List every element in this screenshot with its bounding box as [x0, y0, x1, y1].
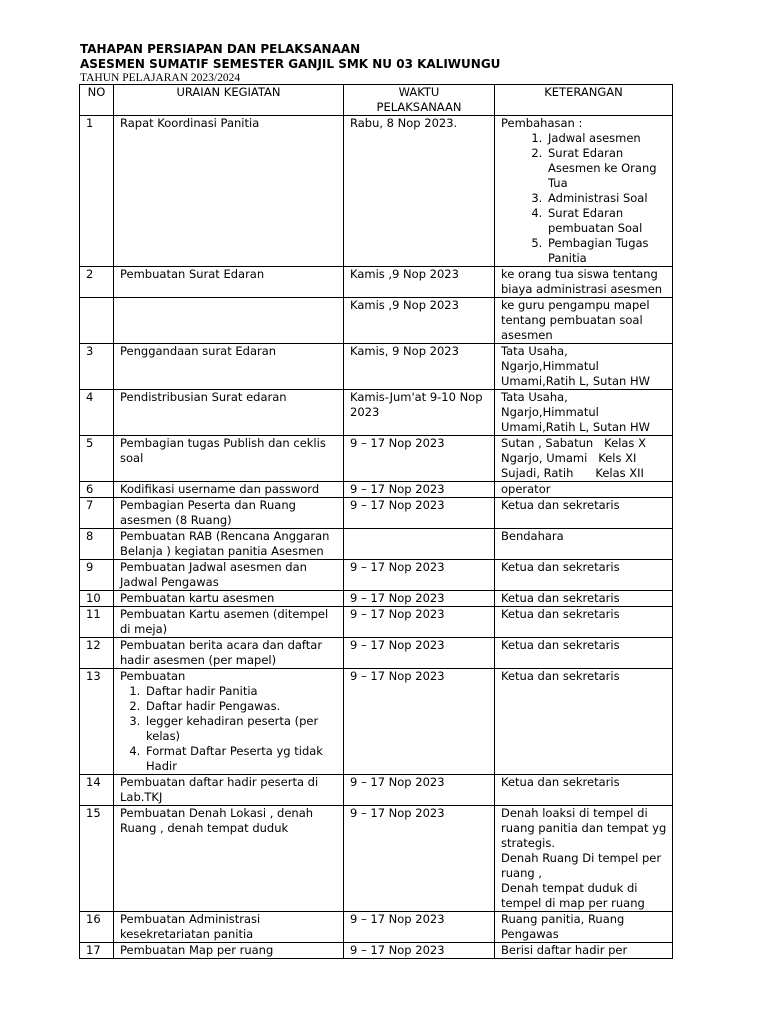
heading-subtitle: ASESMEN SUMATIF SEMESTER GANJIL SMK NU 03 KALIWUNGU: [80, 57, 501, 71]
col-header-uraian: URAIAN KEGIATAN: [114, 85, 344, 116]
table-row: [80, 344, 673, 390]
row-number: 11: [80, 607, 114, 638]
row-number: 16: [80, 912, 114, 943]
row-number: 7: [80, 498, 114, 529]
schedule-date: 9 – 17 Nop 2023: [344, 482, 495, 498]
notes-cell: operator: [495, 482, 673, 498]
row-number: 12: [80, 638, 114, 669]
notes-list: [501, 131, 669, 266]
schedule-date: 9 – 17 Nop 2023: [344, 607, 495, 638]
schedule-date: 9 – 17 Nop 2023: [344, 436, 495, 482]
notes-cell: Ruang panitia, Ruang Pengawas: [495, 912, 673, 943]
row-number: 6: [80, 482, 114, 498]
table-row: [80, 806, 673, 912]
row-number: 4: [80, 390, 114, 436]
activity-cell: Pendistribusian Surat edaran: [114, 390, 344, 436]
schedule-date: Kamis ,9 Nop 2023: [344, 298, 495, 344]
notes-cell: Ketua dan sekretaris: [495, 775, 673, 806]
row-number: 14: [80, 775, 114, 806]
notes-cell: Ketua dan sekretaris: [495, 607, 673, 638]
table-row: [80, 390, 673, 436]
notes-line: Sutan , Sabatun Kelas X: [501, 436, 646, 450]
activity-cell: [114, 298, 344, 344]
table-row: [80, 638, 673, 669]
col-header-waktu-line1: WAKTU: [398, 85, 440, 99]
row-number: 17: [80, 943, 114, 959]
row-number: 2: [80, 267, 114, 298]
notes-cell: Ketua dan sekretaris: [495, 591, 673, 607]
table-row: [80, 943, 673, 959]
activity-subitem: 3. legger kehadiran peserta (per kelas): [144, 714, 340, 744]
notes-line: Denah loaksi di tempel di ruang panitia dan tempat yg strategis.: [501, 806, 667, 850]
row-number: 9: [80, 560, 114, 591]
notes-list-item: 2. Surat Edaran Asesmen ke Orang Tua: [546, 146, 669, 191]
activity-cell: [114, 669, 344, 775]
col-header-waktu: [344, 85, 495, 116]
row-number: 13: [80, 669, 114, 775]
notes-text: Pembahasan :: [501, 116, 583, 130]
activity-cell: Pembuatan berita acara dan daftar hadir asesmen (per mapel): [114, 638, 344, 669]
schedule-date: 9 – 17 Nop 2023: [344, 498, 495, 529]
schedule-date: 9 – 17 Nop 2023: [344, 669, 495, 775]
schedule-date: 9 – 17 Nop 2023: [344, 806, 495, 912]
notes-cell: [495, 806, 673, 912]
notes-line: Denah Ruang Di tempel per ruang ,: [501, 851, 662, 880]
row-number: 5: [80, 436, 114, 482]
notes-list-item: 4. Surat Edaran pembuatan Soal: [546, 206, 669, 236]
schedule-date: Kamis, 9 Nop 2023: [344, 344, 495, 390]
col-header-waktu-line2: PELAKSANAAN: [376, 100, 462, 114]
schedule-date: Rabu, 8 Nop 2023.: [344, 116, 495, 267]
notes-cell: ke orang tua siswa tentang biaya administrasi asesmen: [495, 267, 673, 298]
activity-cell: Pembagian tugas Publish dan ceklis soal: [114, 436, 344, 482]
activity-cell: Pembuatan Kartu asemen (ditempel di meja): [114, 607, 344, 638]
activity-sublist: [120, 684, 340, 774]
table-row: [80, 436, 673, 482]
notes-line: Ngarjo, Umami Kels XI: [501, 451, 637, 465]
table-row: [80, 591, 673, 607]
table-row: [80, 298, 673, 344]
notes-cell: Ketua dan sekretaris: [495, 498, 673, 529]
col-header-keterangan: KETERANGAN: [495, 85, 673, 116]
table-header-row: [80, 85, 673, 116]
activity-cell: Pembuatan kartu asesmen: [114, 591, 344, 607]
activity-subitem: 2. Daftar hadir Pengawas.: [144, 699, 340, 714]
table-row: [80, 498, 673, 529]
activity-cell: Rapat Koordinasi Panitia: [114, 116, 344, 267]
notes-list-item: 3. Administrasi Soal: [546, 191, 669, 206]
notes-cell: ke guru pengampu mapel tentang pembuatan soal asesmen: [495, 298, 673, 344]
activity-subitem: 1. Daftar hadir Panitia: [144, 684, 340, 699]
activity-cell: Kodifikasi username dan password: [114, 482, 344, 498]
notes-cell: Berisi daftar hadir per: [495, 943, 673, 959]
table-row: [80, 607, 673, 638]
activity-cell: Pembuatan RAB (Rencana Anggaran Belanja ) kegiatan panitia Asesmen: [114, 529, 344, 560]
activity-cell: Pembagian Peserta dan Ruang asesmen (8 Ruang): [114, 498, 344, 529]
row-number: 15: [80, 806, 114, 912]
table-row: [80, 267, 673, 298]
table-row: [80, 775, 673, 806]
table-row: [80, 482, 673, 498]
activity-cell: Pembuatan Jadwal asesmen dan Jadwal Pengawas: [114, 560, 344, 591]
document-heading: [80, 42, 500, 84]
notes-list-item: 1. Jadwal asesmen: [546, 131, 669, 146]
schedule-date: 9 – 17 Nop 2023: [344, 591, 495, 607]
schedule-date: 9 – 17 Nop 2023: [344, 560, 495, 591]
notes-line: Denah tempat duduk di tempel di map per ruang: [501, 881, 645, 910]
row-number: [80, 298, 114, 344]
schedule-date: 9 – 17 Nop 2023: [344, 912, 495, 943]
activity-cell: Pembuatan Map per ruang: [114, 943, 344, 959]
schedule-date: 9 – 17 Nop 2023: [344, 775, 495, 806]
row-number: 1: [80, 116, 114, 267]
notes-cell: [495, 116, 673, 267]
notes-cell: Ketua dan sekretaris: [495, 560, 673, 591]
notes-cell: Ketua dan sekretaris: [495, 638, 673, 669]
table-row: [80, 529, 673, 560]
table-row: [80, 912, 673, 943]
activity-cell: Pembuatan Surat Edaran: [114, 267, 344, 298]
schedule-date: Kamis-Jum'at 9-10 Nop 2023: [344, 390, 495, 436]
col-header-no: NO: [80, 85, 114, 116]
schedule-date: Kamis ,9 Nop 2023: [344, 267, 495, 298]
table-row: [80, 669, 673, 775]
table-row: [80, 560, 673, 591]
row-number: 3: [80, 344, 114, 390]
notes-cell: Tata Usaha, Ngarjo,Himmatul Umami,Ratih L, Sutan HW: [495, 390, 673, 436]
table-body: [80, 116, 673, 959]
row-number: 10: [80, 591, 114, 607]
heading-year: TAHUN PELAJARAN 2023/2024: [80, 72, 241, 84]
row-number: 8: [80, 529, 114, 560]
activity-subitem: 4. Format Daftar Peserta yg tidak Hadir: [144, 744, 340, 774]
schedule-date: [344, 529, 495, 560]
notes-list-item: 5. Pembagian Tugas Panitia: [546, 236, 669, 266]
heading-title: TAHAPAN PERSIAPAN DAN PELAKSANAAN: [80, 42, 361, 56]
notes-cell: Ketua dan sekretaris: [495, 669, 673, 775]
notes-cell: [495, 436, 673, 482]
activity-text: Pembuatan: [120, 669, 186, 683]
activity-cell: Penggandaan surat Edaran: [114, 344, 344, 390]
schedule-date: 9 – 17 Nop 2023: [344, 943, 495, 959]
table-row: [80, 116, 673, 267]
schedule-date: 9 – 17 Nop 2023: [344, 638, 495, 669]
activity-cell: Pembuatan Administrasi kesekretariatan panitia: [114, 912, 344, 943]
activity-cell: Pembuatan Denah Lokasi , denah Ruang , denah tempat duduk: [114, 806, 344, 912]
notes-line: Sujadi, Ratih Kelas XII: [501, 466, 644, 480]
notes-cell: Tata Usaha, Ngarjo,Himmatul Umami,Ratih L, Sutan HW: [495, 344, 673, 390]
notes-cell: Bendahara: [495, 529, 673, 560]
activity-cell: Pembuatan daftar hadir peserta di Lab.TKJ: [114, 775, 344, 806]
schedule-table: [79, 84, 673, 959]
